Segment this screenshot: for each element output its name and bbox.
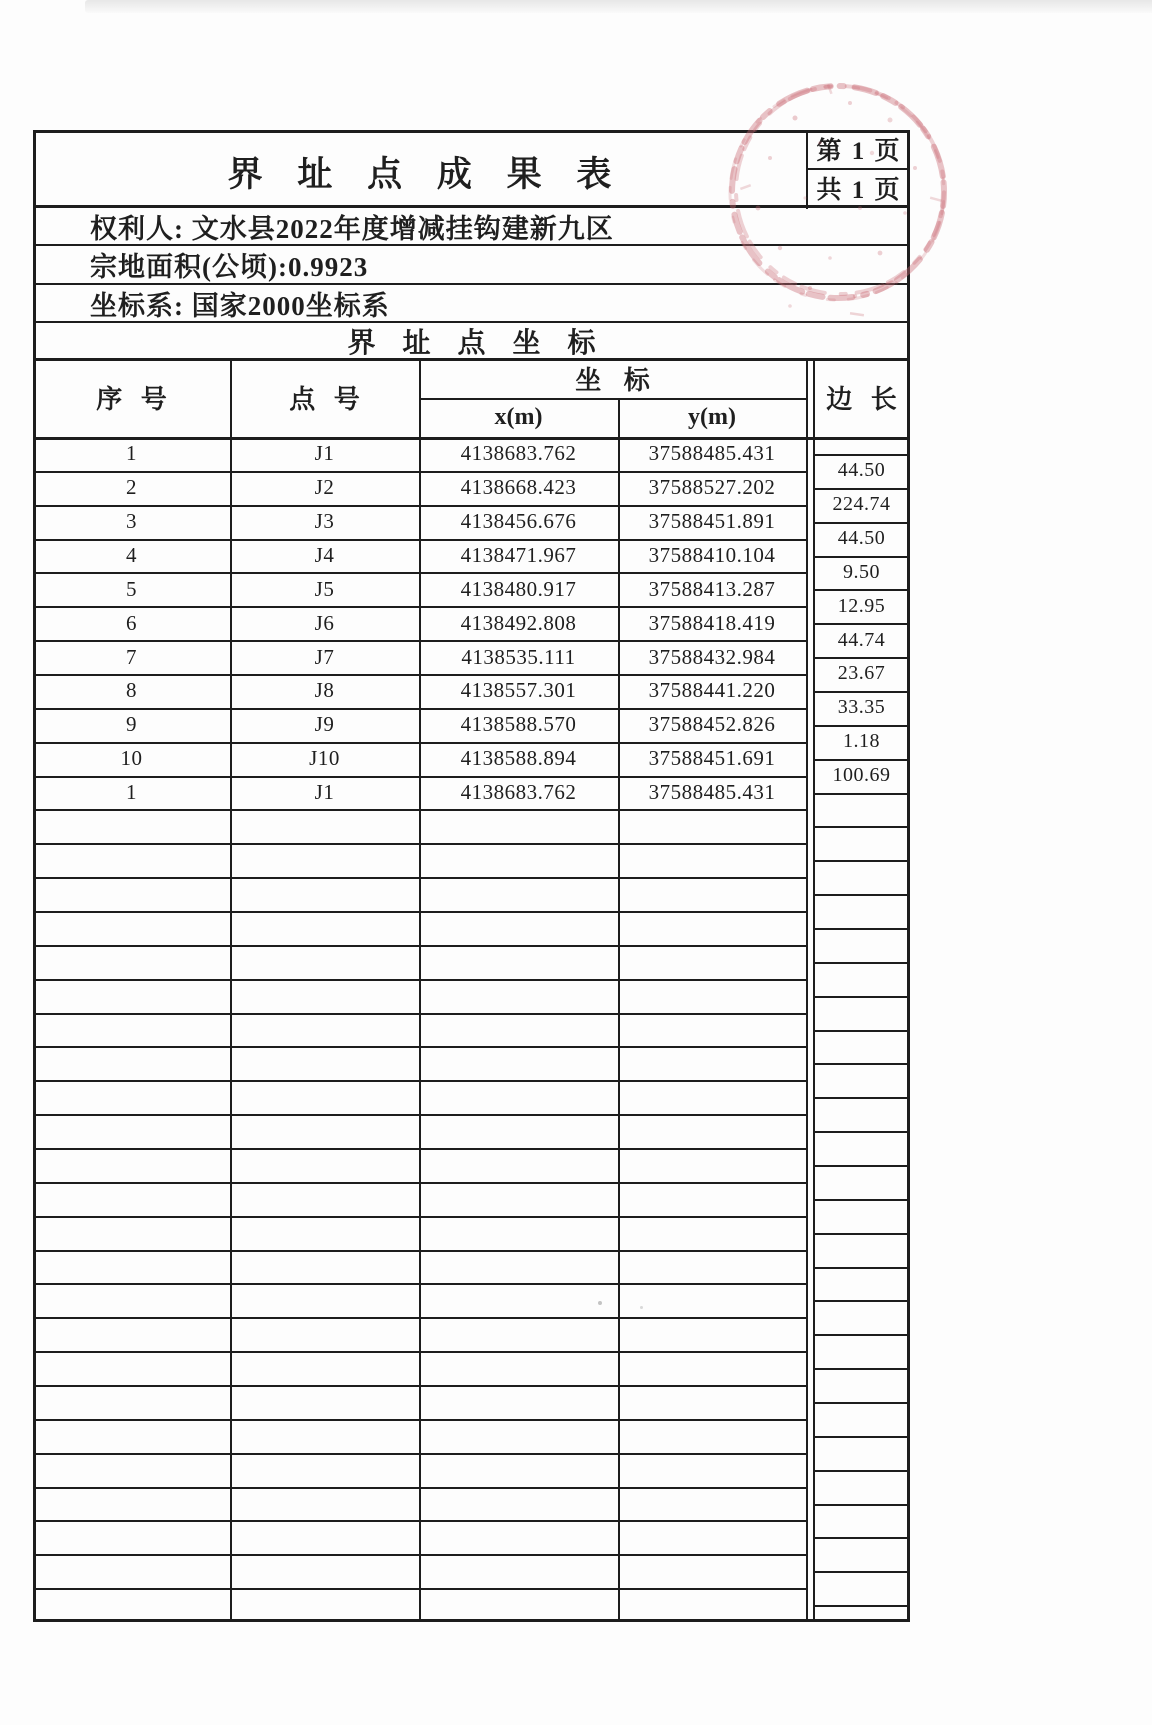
seq-cell: 1 [126,779,137,804]
y-cell: 37588485.431 [648,779,776,804]
grid-vline [230,358,232,1622]
page-title: 界 址 点 成 果 表 [227,154,625,194]
seq-cell: 6 [126,610,137,635]
seq-cell: 5 [126,576,137,601]
point-cell: J3 [314,509,335,534]
smudge-dot [598,1301,602,1305]
grid-vline [419,358,421,1622]
y-cell: 37588485.431 [648,441,776,466]
y-cell: 37588410.104 [648,542,776,567]
x-cell: 4138480.917 [460,576,577,601]
edge-length: 44.74 [837,628,886,651]
grid-vline [618,398,620,1622]
seq-cell: 7 [126,644,137,669]
smudge-dot [640,1306,643,1309]
header-edge: 边 长 [826,385,903,414]
seq-cell: 4 [126,542,137,567]
edge-length: 9.50 [843,560,880,583]
x-cell: 4138492.808 [460,610,577,635]
coord-subdivider [419,398,806,400]
x-cell: 4138557.301 [460,678,577,703]
seq-cell: 8 [126,678,137,703]
edge-length: 23.67 [837,662,886,685]
x-cell: 4138683.762 [460,441,577,466]
point-cell: J1 [314,441,335,466]
x-cell: 4138456.676 [460,509,577,534]
y-cell: 37588418.419 [648,610,776,635]
x-cell: 4138683.762 [460,779,577,804]
x-cell: 4138668.423 [460,475,577,500]
point-cell: J2 [314,475,335,500]
pagebox-divider [806,168,910,170]
edge-length: 44.50 [837,527,886,550]
boundary-point-table [33,130,910,1622]
header-point: 点 号 [289,385,366,414]
divider [33,283,910,285]
grid-vline [806,358,808,1622]
page-number: 第 1 页 [816,138,902,165]
edge-length: 1.18 [843,730,880,753]
y-cell: 37588432.984 [648,644,776,669]
header-coord: 坐 标 [575,365,658,395]
y-cell: 37588451.891 [648,509,776,534]
divider [33,205,910,208]
parcel-area: 宗地面积(公顷):0.9923 [90,252,369,282]
seq-cell: 10 [120,746,143,771]
rights-holder: 权利人: 文水县2022年度增减挂钩建新九区 [90,213,614,244]
divider [33,244,910,246]
seq-cell: 2 [126,475,137,500]
edge-length: 12.95 [837,594,886,617]
x-cell: 4138588.894 [460,746,577,771]
scan-edge-artifact [85,0,1152,13]
coordinate-system: 坐标系: 国家2000坐标系 [90,290,390,321]
header-seq: 序 号 [96,385,173,414]
header-x: x(m) [494,404,543,430]
y-cell: 37588452.826 [648,712,776,737]
divider [33,358,910,361]
header-bottom-border [33,437,910,440]
seq-cell: 1 [126,441,137,466]
point-cell: J1 [314,779,335,804]
divider [33,321,910,323]
y-cell: 37588527.202 [648,475,776,500]
edge-length: 224.74 [832,493,891,516]
y-cell: 37588451.691 [648,746,776,771]
point-cell: J7 [314,644,335,669]
section-heading: 界 址 点 坐 标 [347,327,606,359]
point-cell: J8 [314,678,335,703]
edge-length: 44.50 [837,459,886,482]
point-cell: J10 [309,746,340,771]
header-y: y(m) [688,404,736,430]
y-cell: 37588441.220 [648,678,776,703]
x-cell: 4138535.111 [461,644,576,669]
seq-cell: 3 [126,509,137,534]
point-cell: J6 [314,610,335,635]
y-cell: 37588413.287 [648,576,776,601]
seq-cell: 9 [126,712,137,737]
x-cell: 4138471.967 [460,542,577,567]
point-cell: J5 [314,576,335,601]
edge-length: 100.69 [832,764,891,787]
page-total: 共 1 页 [816,176,902,204]
edge-column-border [813,358,815,1622]
x-cell: 4138588.570 [460,712,577,737]
edge-length: 33.35 [837,696,886,719]
point-cell: J4 [314,542,335,567]
point-cell: J9 [314,712,335,737]
